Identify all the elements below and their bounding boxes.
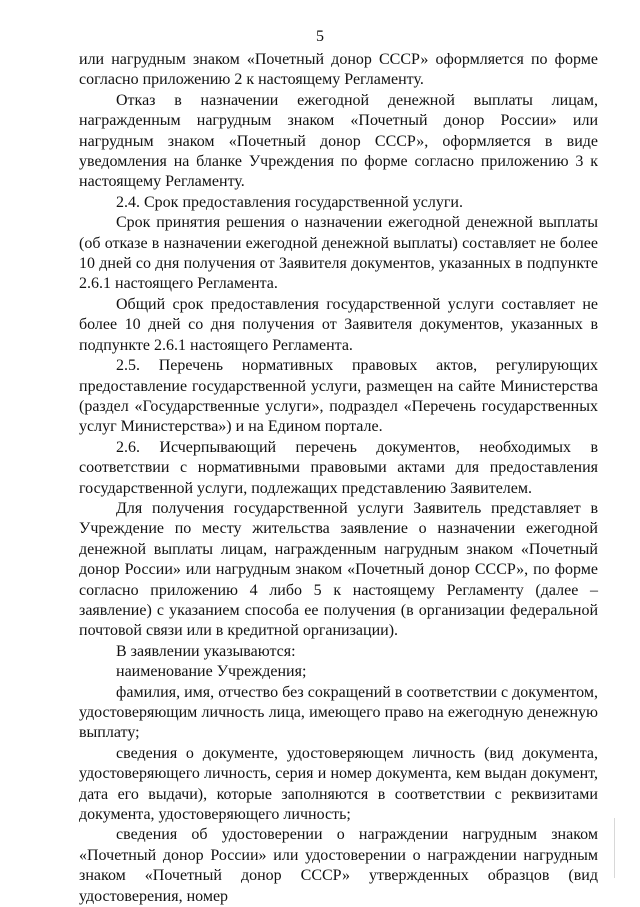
page-number: 5 — [316, 28, 324, 45]
list-item-award-certificate: сведения об удостоверении о награждении нагрудным знаком «Почетный донор России» или удостоверении о награждении нагрудным знаком «Почетный донор СССР» утвержденных образцов (вид удостоверения, номер — [79, 826, 598, 905]
scan-artifact-line — [614, 818, 615, 878]
section-2-6-documents: 2.6. Исчерпывающий перечень документов, необходимых в соответствии с нормативными правовыми актами для предоставления государственной услуги, подлежащих представлению Заявителем. — [79, 438, 598, 497]
section-heading-2-4: 2.4. Срок предоставления государственной услуги. — [116, 193, 463, 211]
paragraph-continuation: или нагрудным знаком «Почетный донор СССР» оформляется по форме согласно приложению 2 к настоящему Регламенту. — [79, 51, 598, 89]
section-2-5-legal-acts: 2.5. Перечень нормативных правовых актов, регулирующих предоставление государственной услуги, размещен на сайте Министерства (раздел «Государственные услуги», подраздел «Перечень государственных услуг Министерства») и на Едином портале. — [79, 357, 598, 436]
paragraph-application-contents: В заявлении указываются: — [116, 642, 296, 660]
paragraph-total-term: Общий срок предоставления государственной услуги составляет не более 10 дней со дня получения от Заявителя документов, указанных в подпункте 2.6.1 настоящего Регламента. — [79, 295, 598, 354]
paragraph-application: Для получения государственной услуги Заявитель представляет в Учреждение по месту жительства заявление о назначении ежегодной денежной выплаты лицам, награжденным нагрудным знаком «Почетный донор России» или нагрудным знаком «Почетный донор СССР», по форме согласно приложению 4 либо 5 к настоящему Регламенту (далее – заявление) с указанием способа ее получения (в организации федеральной почтовой связи или в кредитной организации). — [79, 499, 598, 640]
paragraph-decision-term: Срок принятия решения о назначении ежегодной денежной выплаты (об отказе в назначении ежегодной денежной выплаты) составляет не более 10 дней со дня получения от Заявителя документов, указанных в подпункте 2.6.1 настоящего Регламента. — [79, 214, 598, 293]
paragraph-refusal-notice: Отказ в назначении ежегодной денежной выплаты лицам, награжденным нагрудным знаком «Почетный донор России» или нагрудным знаком «Почетный донор СССР», оформляется в виде уведомления на бланке Учреждения по форме согласно приложению 3 к настоящему Регламенту. — [79, 91, 598, 191]
list-item-institution-name: наименование Учреждения; — [116, 663, 307, 681]
list-item-full-name: фамилия, имя, отчество без сокращений в соответствии с документом, удостоверяющим личность лица, имеющего право на ежегодную денежную выплату; — [79, 683, 598, 742]
list-item-identity-document: сведения о документе, удостоверяющем личность (вид документа, удостоверяющего личность, серия и номер документа, кем выдан документ, дата его выдачи), которые заполняются в соответствии с реквизитами документа, удостоверяющего личность; — [79, 744, 598, 824]
document-body — [79, 50, 598, 907]
